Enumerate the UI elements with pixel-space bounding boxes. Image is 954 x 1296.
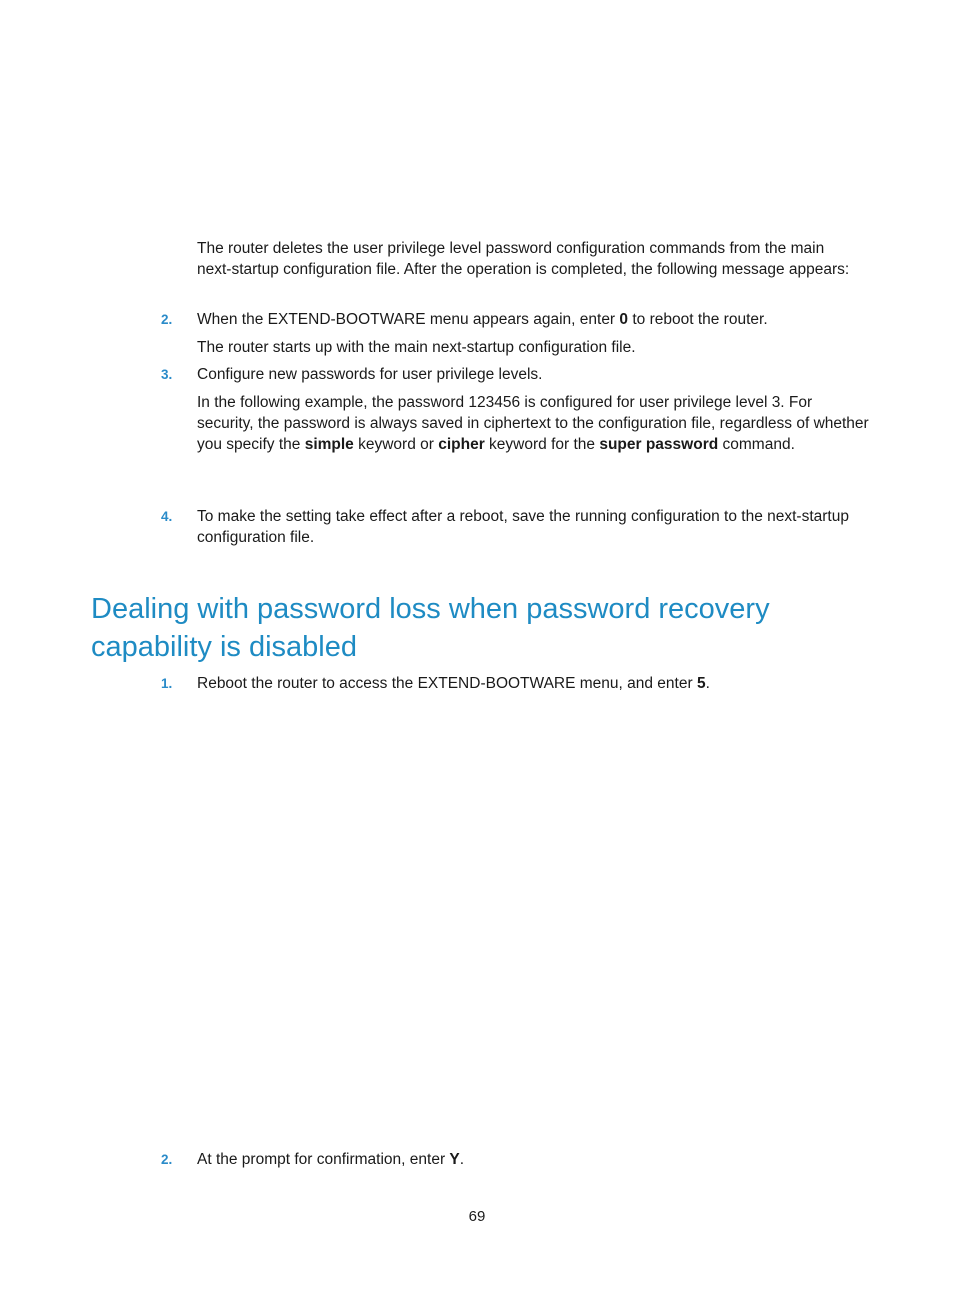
section-heading-line-2: capability is disabled	[91, 631, 357, 663]
step-text: Configure new passwords for user privilege levels.	[197, 366, 543, 383]
step-text: Reboot the router to access the EXTEND-BOOTWARE menu, and enter 5.	[197, 675, 710, 692]
command-super-password: super password	[599, 436, 719, 453]
intro-paragraph	[197, 238, 877, 280]
step-number: 1.	[161, 676, 173, 691]
section-heading	[91, 590, 891, 666]
command-key: 0	[619, 311, 629, 328]
step-number: 4.	[161, 509, 173, 524]
page-number: 69	[468, 1208, 486, 1225]
keyword-simple: simple	[304, 436, 354, 453]
section-heading-line-1: Dealing with password loss when password recovery	[91, 593, 770, 625]
command-key: 5	[696, 675, 706, 692]
step-note: In the following example, the password 123456 is configured for user privilege level 3. For security, the password is always saved in ciphertext to the configuration file, regardless of whether you specify the simple keyword or cipher keyword for the super password command.	[197, 394, 869, 453]
keyword-cipher: cipher	[438, 436, 485, 453]
intro-line-2: next-startup configuration file. After the operation is completed, the following message appears:	[197, 261, 850, 278]
intro-line-1: The router deletes the user privilege level password configuration commands from the main	[197, 240, 825, 257]
step-text: At the prompt for confirmation, enter Y.	[197, 1151, 465, 1168]
step-text: To make the setting take effect after a reboot, save the running configuration to the next-startup configuration file.	[197, 508, 849, 546]
step-number: 2.	[161, 312, 173, 327]
step-note: The router starts up with the main next-startup configuration file.	[197, 339, 636, 356]
step-number: 2.	[161, 1152, 173, 1167]
step-number: 3.	[161, 367, 173, 382]
step-text: When the EXTEND-BOOTWARE menu appears again, enter 0 to reboot the router.	[197, 311, 768, 328]
command-key: Y	[449, 1151, 460, 1168]
